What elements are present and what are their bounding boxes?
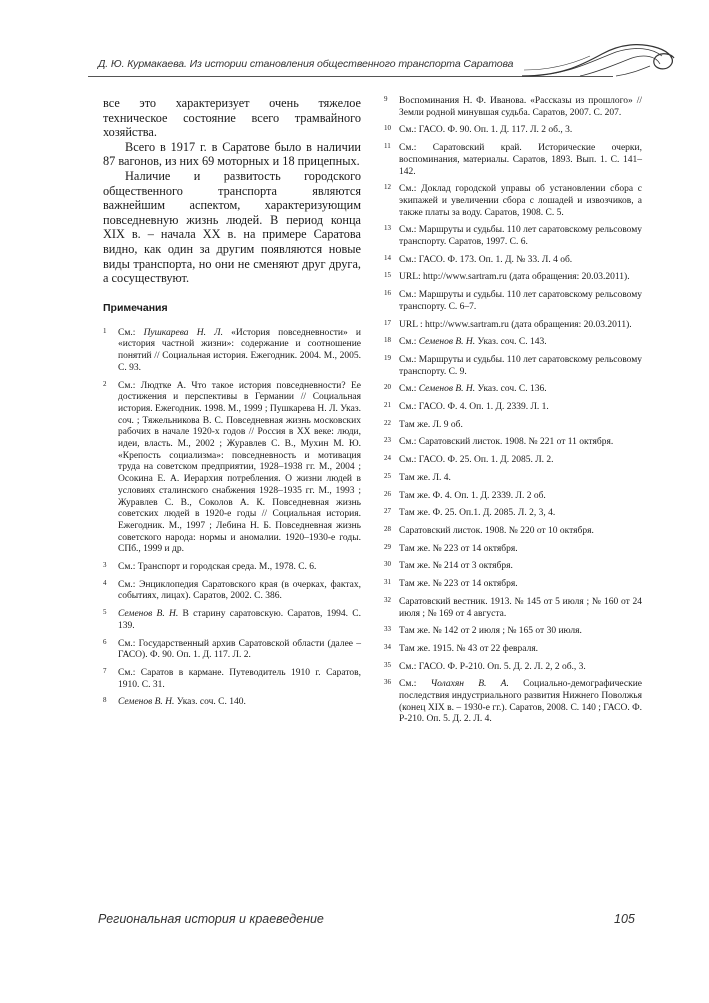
footnote-text: Семенов В. Н. В старину саратовскую. Саратов, 1994. С. 139. [118,609,361,631]
footnote-author: Пушкарева Н. Л. [143,327,223,338]
footnote-number: 10 [384,124,391,133]
footnote-author: Семенов В. Н. [418,384,476,395]
footnote-text: См.: Маршруты и судьбы. 110 лет саратовскому рельсовому транспорту. С. 6–7. [399,290,642,312]
notes-list-right [384,96,642,726]
footnote [384,455,642,467]
notes-heading: Примечания [103,301,168,314]
footnote-text: Там же. Л. 4. [399,472,451,483]
footnote [384,644,642,656]
footnote-number: 6 [103,637,107,646]
footnote-number: 5 [103,608,107,617]
footnote-text: Там же. № 142 от 2 июля ; № 165 от 30 июля. [399,626,582,637]
footnote-number: 33 [384,625,391,634]
footnote-number: 21 [384,401,391,410]
footnote-number: 9 [384,95,388,103]
footnote-text: См.: Семенов В. Н. Указ. соч. С. 143. [399,337,547,348]
footnote-text: Там же. 1915. № 43 от 22 февраля. [399,643,539,654]
footnote-number: 25 [384,471,391,480]
footnote-text: Там же. № 223 от 14 октября. [399,543,518,554]
left-column [103,96,361,715]
footnote-number: 26 [384,489,391,498]
footnote [384,125,642,137]
footnote-text: См.: Транспорт и городская среда. М., 1978. С. 6. [118,562,317,573]
footnote [384,255,642,267]
footnote-text: См.: Доклад городской управы об установлении сбора с экипажей и увеличении сбора с лошадей и извозчиков, а также платы за воду. Саратов, 1908. С. 5. [399,184,642,218]
footnote-text: См.: Семенов В. Н. Указ. соч. С. 136. [399,384,547,395]
footnote-text: URL : http://www.sartram.ru (дата обращения: 20.03.2011). [399,319,632,330]
footnote-number: 20 [384,383,391,392]
footnote-number: 3 [103,561,107,570]
footnote-author: Чолахян В. А. [430,679,509,690]
footnote [103,639,361,662]
paragraph: все это характеризует очень тяжелое техническое состояние всего трамвайного хозяйства. [103,96,361,140]
page-number: 105 [614,912,635,926]
footnote [384,662,642,674]
footnote [384,508,642,520]
footnote [103,668,361,691]
footnote-text: См.: ГАСО. Ф. Р-210. Оп. 5. Д. 2. Л. 2, 2 об., 3. [399,661,586,672]
footnote-text: См.: Маршруты и судьбы. 110 лет саратовскому рельсовому транспорту. С. 9. [399,354,642,377]
footnote-number: 7 [103,667,107,675]
footnote [384,272,642,284]
footnote-text: См.: ГАСО. Ф. 4. Оп. 1. Д. 2339. Л. 1. [399,402,549,413]
footnote-text: Там же. Ф. 25. Оп.1. Д. 2085. Л. 2, 3, 4. [399,508,556,519]
paragraph: Наличие и развитость городского общественного транспорта являются важнейшим аспектом, характеризующим повседневную жизнь людей. В период конца XIX в. – начала XX в. на примере Саратова видно, как один за другим появляются новые виды транспорта, но они не сменяют друг друга, а сосуществуют. [103,168,361,286]
footnote [384,491,642,503]
footnote-number: 22 [384,418,391,427]
footnote-text: См.: Саратовский край. Исторические очерки, воспоминания, материалы. Саратов, 1893. Вып. 1. С. 141–142. [399,143,642,177]
footnote-text: См.: ГАСО. Ф. 173. Оп. 1. Д. № 33. Л. 4 об. [399,254,573,265]
footnote-number: 36 [384,678,391,687]
footnote [384,143,642,178]
footnote-text: Воспоминания Н. Ф. Иванова. «Рассказы из прошлого» // Земли родной минувшая судьба. Саратов, 2007. С. 207. [399,96,642,118]
footnote-number: 29 [384,542,391,551]
footnote-number: 27 [384,507,391,516]
footnote-text: Там же. Л. 9 об. [399,419,463,430]
footnote-text: См.: Маршруты и судьбы. 110 лет саратовскому рельсовому транспорту. Саратов, 1997. С. 6. [399,225,642,248]
footnote-author: Семенов В. Н. [418,337,476,348]
footnote-number: 34 [384,642,391,651]
footnote-text: URL: http://www.sartram.ru (дата обращения: 20.03.2011). [399,272,630,283]
journal-title: Региональная история и краеведение [98,912,324,926]
footnote [384,679,642,726]
footnote-number: 15 [384,271,391,280]
footnote [384,544,642,556]
footnote-number: 2 [103,379,107,388]
footnote-number: 19 [384,353,391,362]
footnote [384,473,642,485]
footnote-text: Там же. № 214 от 3 октября. [399,561,513,572]
footnote-number: 13 [384,224,391,233]
footnote-number: 32 [384,595,391,604]
footnote-number: 11 [384,142,391,151]
footnote-text: См.: Саратовский листок. 1908. № 221 от 11 октября. [399,437,614,448]
footnote-number: 16 [384,289,391,298]
art-nouveau-ornament [520,36,680,88]
footnote-number: 4 [103,578,107,587]
footnote [384,579,642,591]
footnote [103,580,361,603]
footnote-number: 31 [384,578,391,587]
footnote-text: См.: Государственный архив Саратовской области (далее – ГАСО). Ф. 90. Оп. 1. Д. 117. Л. 2. [118,638,361,661]
footnote-author: Семенов В. Н. [118,697,175,708]
footnote [384,526,642,538]
right-column [384,96,642,732]
footnote [384,420,642,432]
footnote-author: Семенов В. Н. [118,609,179,620]
footnote [384,355,642,378]
footnote-number: 12 [384,183,391,192]
footnote-number: 28 [384,524,391,533]
footnote [384,184,642,219]
footnote [384,437,642,449]
footnote-number: 24 [384,454,391,463]
footnote-text: См.: Людтке А. Что такое история повседневности? Ее достижения и перспективы в Германии // Социальная история. Ежегодник. 1998. М., 1999 ; Пушкарева Н. Л. Указ. соч. ; Тяжельникова В. С. Повседневная жизнь московских рабочих в начале 1920-х годов // Россия в XX веке: люди, идеи, власть. М., 2002 ; Журавлев С. В., Мухин М. Ю. «Крепость социализма»: повседневность и мотивация труда на советском предприятии, 1928–1938 гг. М., 2004 ; Осокина Е. А. Иерархия потребления. О жизни людей в условиях сталинского снабжения 1928–1935 гг. М., 1993 ; Журавлев С. В., Соколов А. К. Повседневная жизнь советских людей в 1920-е годы // Социальная история. Ежегодник. М., 1997 ; Лебина Н. Б. Повседневная жизнь советского народа: нормы и аномалии. 1920–1930-е годы. СПб., 1999 и др. [118,380,361,555]
footnote-text: Саратовский листок. 1908. № 220 от 10 октября. [399,525,594,536]
footnote [384,320,642,332]
footnote [103,328,361,375]
notes-list-left [103,328,361,709]
footnote-number: 14 [384,253,391,262]
footnote-text: Семенов В. Н. Указ. соч. С. 140. [118,697,246,708]
running-head: Д. Ю. Курмакаева. Из истории становления общественного транспорта Саратова [98,58,514,70]
footnote-number: 18 [384,336,391,345]
paragraph: Всего в 1917 г. в Саратове было в наличии 87 вагонов, из них 69 моторных и 18 прицепных. [103,139,361,169]
footnote [384,384,642,396]
footnote [103,609,361,632]
footnote-number: 1 [103,326,107,335]
footnote [384,290,642,313]
footnote [384,402,642,414]
footnote [103,381,361,557]
footnote-text: См.: Чолахян В. А. Социально-демографические последствия индустриального развития Нижнего Поволжья (конец XIX в. – 1930-е гг.). Саратов, 2008. С. 140 ; ГАСО. Ф. Р-210. Оп. 5. Д. 2. Л. 4. [399,679,642,725]
footnote-text: Там же. № 223 от 14 октября. [399,579,518,590]
footnote-text: См.: Пушкарева Н. Л. «История повседневности» и «история частной жизни»: содержание и соотношение понятий // Социальная история. Ежегодник. 2004. М., 2005. С. 93. [118,327,361,373]
footnote-text: См.: ГАСО. Ф. 25. Оп. 1. Д. 2085. Л. 2. [399,455,554,466]
footnote [384,96,642,119]
footnote [384,225,642,248]
footnote-text: См.: Саратов в кармане. Путеводитель 1910 г. Саратов, 1910. С. 31. [118,668,361,690]
body-text [103,96,361,286]
footnote-number: 35 [384,660,391,669]
footnote-text: Саратовский вестник. 1913. № 145 от 5 июля ; № 160 от 24 июля ; № 169 от 4 августа. [399,596,642,619]
footnote [103,697,361,709]
footnote [384,561,642,573]
footnote [384,626,642,638]
footnote [384,597,642,620]
footnote-number: 30 [384,560,391,569]
footnote-number: 17 [384,318,391,327]
footnote-number: 8 [103,696,107,705]
footnote [103,562,361,574]
footnote-number: 23 [384,436,391,445]
footnote-text: Там же. Ф. 4. Оп. 1. Д. 2339. Л. 2 об. [399,490,546,501]
footnote-text: См.: Энциклопедия Саратовского края (в очерках, фактах, событиях, лицах). Саратов, 2002. С. 386. [118,579,361,602]
footnote [384,337,642,349]
footnote-text: См.: ГАСО. Ф. 90. Оп. 1. Д. 117. Л. 2 об., 3. [399,125,573,136]
